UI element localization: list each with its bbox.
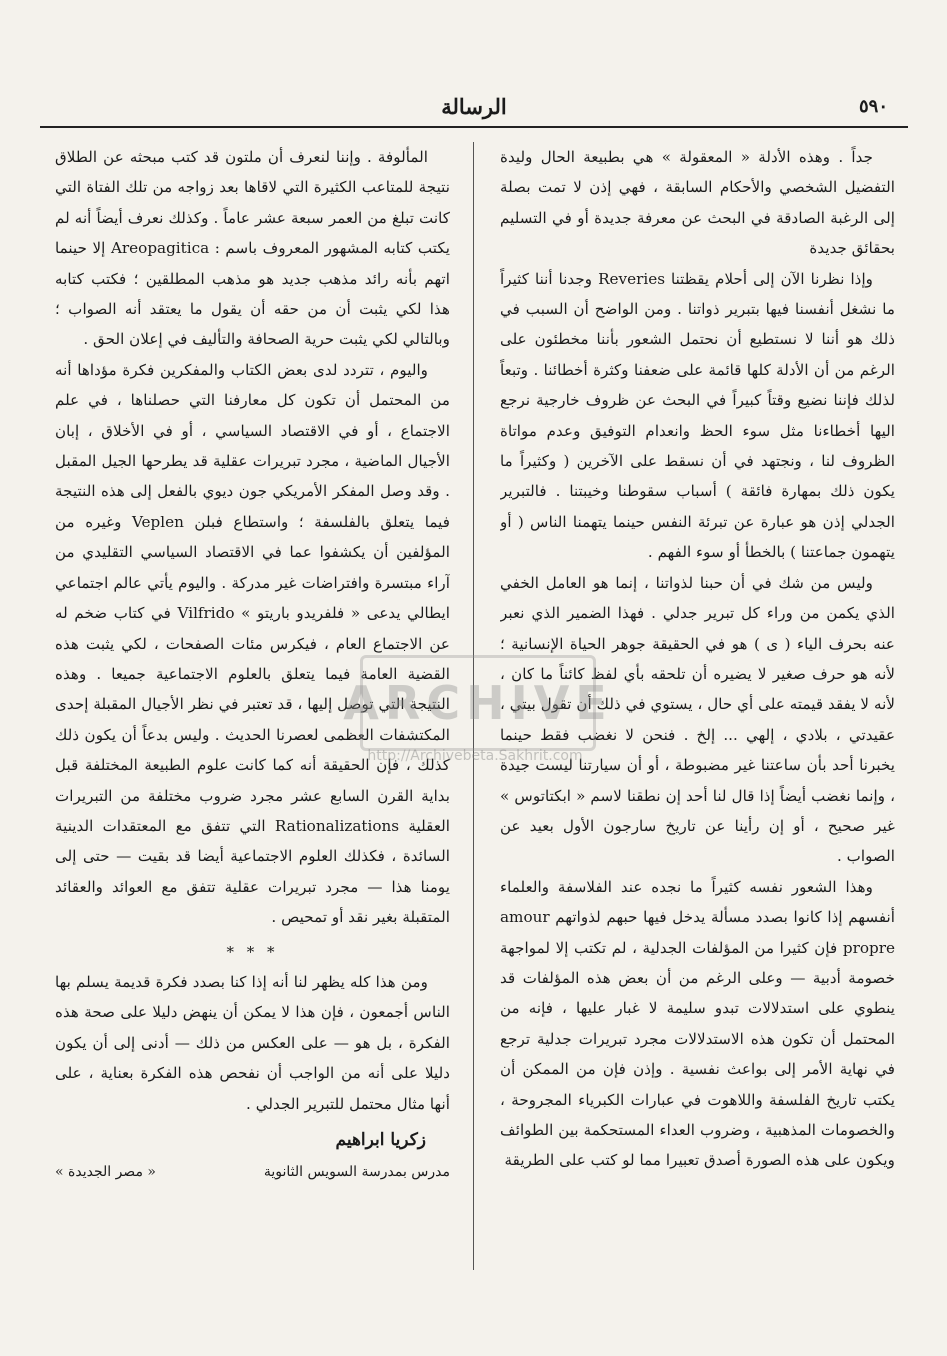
page-header bbox=[40, 96, 908, 120]
header-rule bbox=[40, 126, 908, 128]
page-number: ٥٩٠ bbox=[858, 96, 888, 117]
author-place: « مصر الجديدة » bbox=[55, 1164, 156, 1181]
archive-watermark-logo: ARCHIVE bbox=[360, 655, 596, 751]
paragraph: وهذا الشعور نفسه كثيراً ما نجده عند الفلاسفة والعلماء أنفسهم إذا كانوا بصدد مسألة يدخل فيها حبهم لذواتهم amour propre فإن كثيرا من المؤلفات الجدلية ، لم تكتب إلا لمواجهة خصومة أدبية — وعلى الرغم من أن بعض هذه المؤلفات قد ينطوي على استدلالات تبدو سليمة لا غبار عليها ، فإنه من المحتمل أن تكون هذه الاستدلالات مجرد تبريرات جدلية ترجع في نهاية الأمر إلى بواعث نفسية . وإذن فإن من الممكن أن يكتب تاريخ الفلسفة واللاهوت في عبارات الكبرياء المجروحة ، والخصومات المذهبية ، وضروب العداء المستحكمة بين الطوائف ويكون على هذه الصورة أصدق تعبيرا مما لو كتب على الطريقة bbox=[500, 877, 895, 1170]
paragraph: وإذا نظرنا الآن إلى أحلام يقظتنا Reveries وجدنا أننا كثيراً ما نشغل أنفسنا فيها بتبرير ذواتنا . ومن الواضح أن السبب في ذلك هو أننا لا نستطيع أن نحتمل الشعور بأننا مخطئون على الرغم من أن الأدلة كلها قائمة على ضعفنا وكثرة أخطائنا . وتبعاً لذلك فإننا نضيع وقتاً كبيراً في البحث عن ظروف خارجية نرجع اليها أخطاءنا مثل سوء الحظ وانعدام التوفيق وعدم مواتاة الظروف لنا ، ونجتهد في أن نسقط على الآخرين ( وكثيراً ما يكون ذلك بمهارة فائقة ) أسباب سقوطنا وخيبتنا . فالتبرير الجدلي إذن هو عبارة عن تبرئة النفس حينما يتهمنا الناس ( أو يتهمون جماعتنا ) بالخطأ أو سوء الفهم . bbox=[500, 269, 895, 562]
running-title: الرسالة bbox=[441, 94, 507, 119]
author-affiliation bbox=[55, 1157, 450, 1187]
paragraph: وليس من شك في أن حبنا لذواتنا ، إنما هو العامل الخفي الذي يكمن من وراء كل تبرير جدلي . فهذا الضمير الذي نعبر عنه بحرف الياء ( ى ) هو في الحقيقة جوهر الحياة الإنسانية ؛ لأنه هو حرف صغير لا يضيره أن تلحقه بأي لفظ كائناً ما كان ، لأنه لا يفقد قيمته على أي حال ، يستوي في ذلك أن تقول بيتي ، عقيدتي ، بلادي ، إلهي ... إلخ . فنحن لا نغضب فقط حينما يخبرنا أحد بأن ساعتنا غير مضبوطة ، أو أن سيارتنا ليست جيدة ، وإنما نغضب أيضاً إذا قال لنا أحد إن نطقنا لاسم « ابكتاتوس » غير صحيح ، أو إن رأينا عن تاريخ سارجون الأول بعيد عن الصواب . bbox=[500, 573, 895, 866]
section-break: * * * bbox=[226, 942, 279, 961]
author-title: مدرس بمدرسة السويس الثانوية bbox=[263, 1164, 450, 1181]
author-signature: زكريا ابراهيم bbox=[335, 1130, 426, 1150]
paragraph: واليوم ، تتردد لدى بعض الكتاب والمفكرين فكرة مؤداها أنه من المحتمل أن تكون كل معارفنا التي حصلناها ، في علم الاجتماع ، أو في الاقتصاد السياسي ، أو في الأخلاق ، إبان الأجيال الماضية ، مجرد تبريرات عقلية قد يطرحها الجيل المقبل . وقد وصل المفكر الأمريكي جون ديوي بالفعل إلى هذه النتيجة فيما يتعلق بالفلسفة ؛ واستطاع فبلن Veplen وغيره من المؤلفين أن يكشفوا عما في الاقتصاد السياسي التقليدي من آراء مبتسرة وافتراضات غير مدركة . واليوم يأتي عالم اجتماعي ايطالي يدعى « فلفريدو باريتو » Vilfrido في كتاب ضخم له عن الاجتماع العام ، فيكرس مئات الصفحات ، لكي يثبت هذه القضية العامة فيما يتعلق بالعلوم الاجتماعية جميعا . وهذه النتيجة التي توصل إليها ، قد تعتبر في نظر الأجيال المقبلة إحدى المكتشفات العظمى لعصرنا الحديث . وليس بدعاً أن يكون ذلك كذلك ، فإن الحقيقة أنه كما كانت علوم الطبيعة المختلفة قبل بداية القرن السابع عشر مجرد ضروب مختلفة من التبريرات العقلية Rationalizations التي تتفق مع المعتقدات الدينية السائدة ، فكذلك العلوم الاجتماعية أيضا قد بقيت — حتى إلى يومنا هذا — مجرد تبريرات عقلية تتفق مع العوائد والعقائد المتقبلة بغير نقد أو تمحيص . bbox=[55, 360, 450, 927]
closing-paragraph: ومن هذا كله يظهر لنا أنه إذا كنا بصدد فكرة قديمة يسلم بها الناس أجمعون ، فإن هذا لا يمكن أن ينهض دليلا على صحة هذه الفكرة ، بل هو — على العكس من ذلك — أدنى إلى أن يكون دليلا على أنه من الواجب أن نفحص هذه الفكرة بعناية ، على أنها مثال محتمل للتبرير الجدلي . bbox=[55, 972, 450, 1113]
archive-watermark-url: http://Archivebeta.Sakhrit.com bbox=[367, 748, 583, 764]
paragraph: المألوفة . وإننا لنعرف أن ملتون قد كتب مبحثه عن الطلاق نتيجة للمتاعب الكثيرة التي لاقاها بعد زواجه من تلك الفتاة التي كانت تبلغ من العمر سبعة عشر عاماً . وكذلك نعرف أيضاً أنه لم يكتب كتابه المشهور المعروف باسم : Areopagitica إلا حينما اتهم بأنه رائد مذهب جديد هو مذهب المطلقين ؛ فكتب كتابه هذا لكي يثبت أن من حقه أن يقول ما يعتقد أنه الصواب ؛ وبالتالي لكي يثبت حرية الصحافة والتأليف في إعلان الحق . bbox=[55, 148, 450, 349]
paragraph: جداً . وهذه الأدلة « المعقولة » هي بطبيعة الحال وليدة التفضيل الشخصي والأحكام السابقة ، فهي إذن لا تمت بصلة إلى الرغبة الصادقة في البحث عن معرفة جديدة أو في التسليم بحقائق جديدة bbox=[500, 148, 895, 258]
